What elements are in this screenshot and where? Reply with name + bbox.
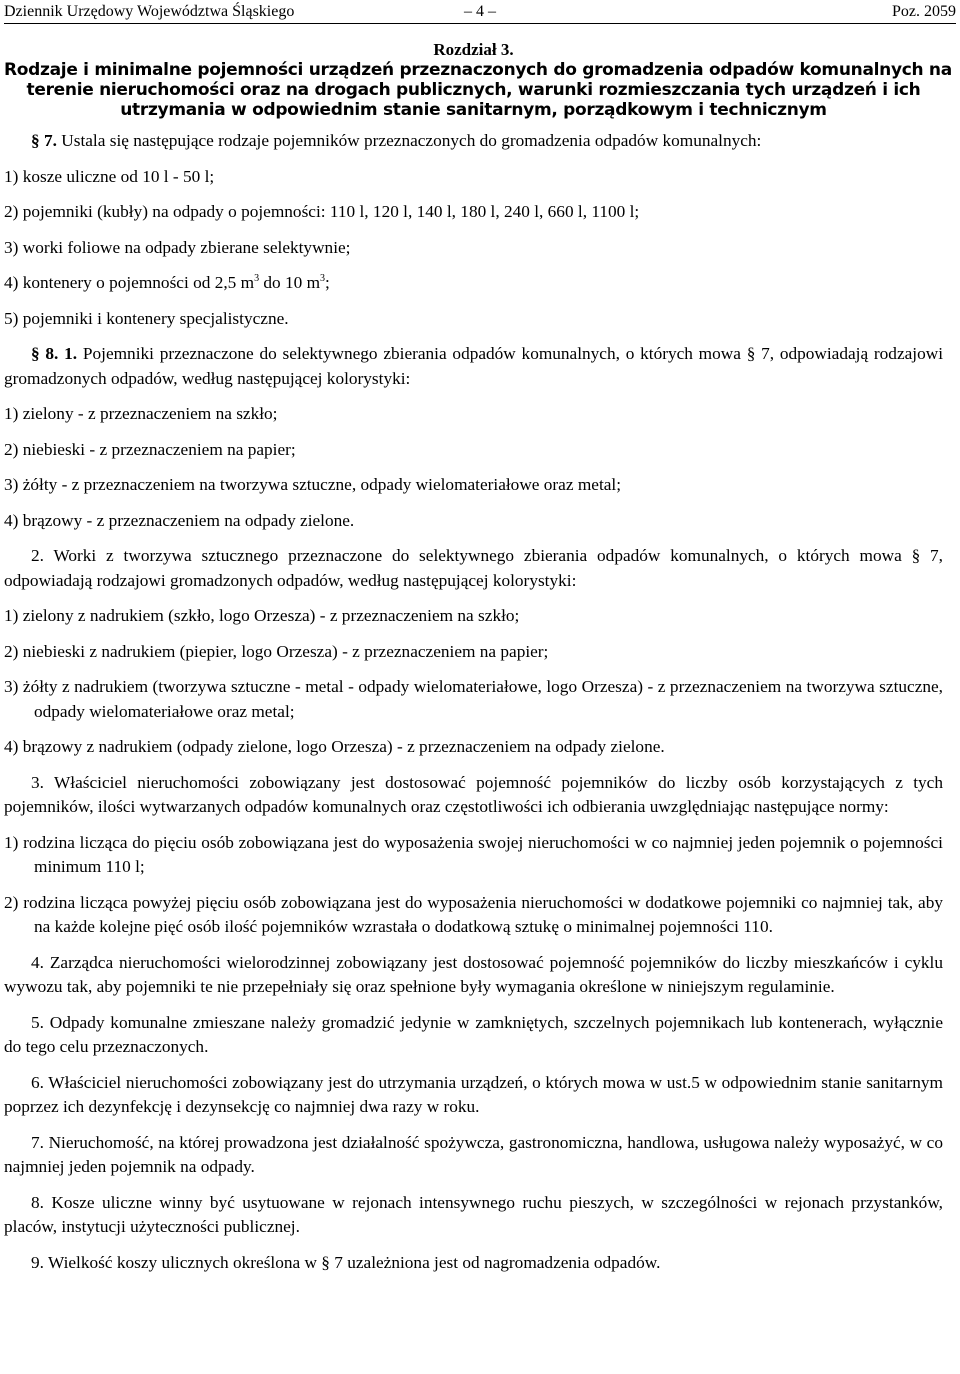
list-item: 3) worki foliowe na odpady zbierane selektywnie; xyxy=(4,237,351,257)
list-item-text: 4) kontenery o pojemności od 2,5 m xyxy=(4,273,255,292)
page-number: – 4 – xyxy=(464,3,496,20)
paragraph-8-6: 6. Właściciel nieruchomości zobowiązany jest do utrzymania urządzeń, o których mowa w ust.5 w odpowiednim stanie sanitarnym poprzez ich dezynfekcję i dezynsekcję co najmniej dwa razy w roku. xyxy=(4,1072,943,1116)
list-item: 1) kosze uliczne od 10 l - 50 l; xyxy=(4,166,215,186)
list-item: 4) brązowy - z przeznaczeniem na odpady zielone. xyxy=(4,510,355,530)
paragraph-8-4: 4. Zarządca nieruchomości wielorodzinnej zobowiązany jest dostosować pojemność pojemników do liczby mieszkańców i cyklu wywozu tak, aby pojemniki te nie przepełniały się oraz spełnione były wymagania określone w niniejszym regulaminie. xyxy=(4,952,943,996)
section-number: § 8. 1. xyxy=(31,344,78,363)
list-item: 2) rodzina licząca powyżej pięciu osób zobowiązana jest do wyposażenia nieruchomości w dodatkowe pojemniki co najmniej tak, aby na każde kolejne pięć osób ilość pojemników wzrastała o dodatkową sztukę o minimalnej pojemności 110. xyxy=(4,892,943,936)
list-item: 2) niebieski - z przeznaczeniem na papier; xyxy=(4,439,296,459)
chapter-title-line: terenie nieruchomości oraz na drogach publicznych, warunki rozmieszczania tych urządzeń i ich xyxy=(26,80,921,100)
paragraph-text: Ustala się następujące rodzaje pojemników przeznaczonych do gromadzenia odpadów komunalnych: xyxy=(61,131,762,150)
list-item: 5) pojemniki i kontenery specjalistyczne. xyxy=(4,308,289,328)
list-item: 3) żółty - z przeznaczeniem na tworzywa sztuczne, odpady wielomateriałowe oraz metal; xyxy=(4,475,622,494)
superscript: 3 xyxy=(320,273,326,285)
list-item: 2) pojemniki (kubły) na odpady o pojemności: 110 l, 120 l, 140 l, 180 l, 240 l, 660 l, 1100 l; xyxy=(4,202,640,221)
chapter-title-line: utrzymania w odpowiednim stanie sanitarnym, porządkowym i technicznym xyxy=(120,100,827,120)
list-item: 1) rodzina licząca do pięciu osób zobowiązana jest do wyposażenia swojej nieruchomości w co najmniej jeden pojemnik o pojemności minimum 110 l; xyxy=(4,832,943,876)
chapter-label: Rozdział 3. xyxy=(433,40,514,59)
list-item: 4) brązowy z nadrukiem (odpady zielone, logo Orzesza) - z przeznaczeniem na odpady zielone. xyxy=(4,737,665,756)
position-number: Poz. 2059 xyxy=(892,3,956,20)
paragraph-8-5: 5. Odpady komunalne zmieszane należy gromadzić jedynie w zamkniętych, szczelnych pojemnikach lub kontenerach, wyłącznie do tego celu przeznaczonych. xyxy=(4,1012,943,1056)
chapter-title xyxy=(4,60,952,120)
list-item xyxy=(4,271,943,296)
section-number: § 7. xyxy=(31,131,57,150)
list-item-text: do 10 m xyxy=(259,273,321,292)
paragraph-7 xyxy=(4,129,943,154)
paragraph-text: Pojemniki przeznaczone do selektywnego zbierania odpadów komunalnych, o których mowa § 7, odpowiadają rodzajowi gromadzonych odpadów, według następującej kolorystyki: xyxy=(4,344,944,388)
paragraph-8-8: 8. Kosze uliczne winny być usytuowane w rejonach intensywnego ruchu pieszych, w szczególności w rejonach przystanków, placów, instytucji użyteczności publicznej. xyxy=(4,1192,943,1236)
superscript: 3 xyxy=(254,273,260,285)
list-item: 1) zielony z nadrukiem (szkło, logo Orzesza) - z przeznaczeniem na szkło; xyxy=(4,606,520,625)
journal-title: Dziennik Urzędowy Województwa Śląskiego xyxy=(4,3,295,20)
list-item: 3) żółty z nadrukiem (tworzywa sztuczne - metal - odpady wielomateriałowe, logo Orzesza) - z przeznaczeniem na tworzywa sztuczne, odpady wielomateriałowe oraz metal; xyxy=(4,677,943,721)
paragraph-8-2: 2. Worki z tworzywa sztucznego przeznaczone do selektywnego zbierania odpadów komunalnych, o których mowa § 7, odpowiadają rodzajowi gromadzonych odpadów, według następującej kolorystyki: xyxy=(4,546,943,590)
paragraph-8-1 xyxy=(4,342,943,391)
list-item: 1) zielony - z przeznaczeniem na szkło; xyxy=(4,404,278,423)
list-item: 2) niebieski z nadrukiem (piepier, logo Orzesza) - z przeznaczeniem na papier; xyxy=(4,641,549,661)
paragraph-8-9: 9. Wielkość koszy ulicznych określona w § 7 uzależniona jest od nagromadzenia odpadów. xyxy=(31,1252,661,1272)
chapter-title-line: Rodzaje i minimalne pojemności urządzeń przeznaczonych do gromadzenia odpadów komunalnych na xyxy=(4,60,952,80)
paragraph-8-3: 3. Właściciel nieruchomości zobowiązany jest dostosować pojemność pojemników do liczby osób korzystających z tych pojemników, ilości wytwarzanych odpadów komunalnych oraz częstotliwości ich odbierania uwzględniając następujące normy: xyxy=(4,772,943,816)
page-header xyxy=(4,1,956,24)
list-item-text: ; xyxy=(325,273,330,292)
paragraph-8-7: 7. Nieruchomość, na której prowadzona jest działalność spożywcza, gastronomiczna, handlowa, usługowa należy wyposażyć, w co najmniej jeden pojemnik na odpady. xyxy=(4,1132,943,1176)
